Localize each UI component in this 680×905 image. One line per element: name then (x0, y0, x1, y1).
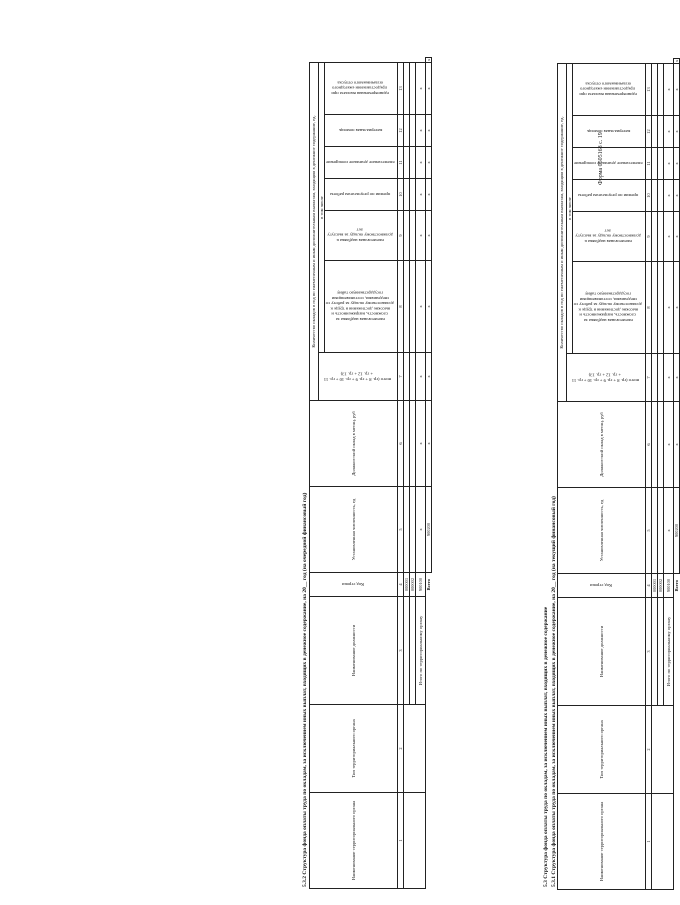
col-header-headcount: Установленная численность, ед (310, 487, 398, 573)
col-header-organ-name: Наименование территориального органа (310, 793, 398, 889)
col-header-salary: Должностной оклад в месяц, руб (558, 402, 646, 488)
cell-x: x (415, 179, 425, 211)
cell-x: x (663, 116, 673, 148)
row-code: 000001 (403, 573, 409, 597)
fot-table-current-year (557, 58, 680, 890)
table-cell (425, 597, 431, 889)
cell-x: x (663, 212, 673, 262)
col-header-including: в том числе (319, 63, 325, 353)
cell-x: x (425, 179, 431, 211)
col-number: 12 (645, 116, 651, 148)
row-code: 900100 (663, 574, 673, 598)
col-number: 7 (397, 353, 403, 401)
col-header-vacation-payment: единовременная выплата при предоставлении ежегодного оплачиваемого отпуска (325, 63, 397, 115)
col-header-seniority-bonus: ежемесячная надбавка к должностному окладу за выслугу лет (325, 211, 397, 261)
col-header-total: всего (гр. 8 + гр. 9 + гр. 10 + гр. 11 + гр. 12 + гр. 13) (319, 353, 398, 401)
row-code: 000002 (409, 573, 415, 597)
col-number: 7 (645, 354, 651, 402)
col-header-seniority-bonus: ежемесячная надбавка к должностному окладу за выслугу лет (573, 212, 645, 262)
cell-x: x (415, 261, 425, 353)
cell-x: x (415, 487, 425, 573)
cell-x: x (415, 115, 425, 147)
table-cell (403, 705, 425, 793)
col-header-performance-premium: премии по результатам работы (573, 180, 645, 212)
cell-x: x (673, 354, 679, 402)
cell-x: x (673, 148, 679, 180)
cell-x: x (415, 353, 425, 401)
col-number: 5 (397, 487, 403, 573)
cell-x: x (415, 211, 425, 261)
cell-x: x (415, 147, 425, 179)
cell-x: x (663, 354, 673, 402)
col-number: 3 (645, 598, 651, 706)
col-number: 6 (397, 401, 403, 487)
col-header-position: Наименование должности (558, 598, 646, 706)
section-heading-5-3-1: 5.3.1 Структура фонда оплаты труда по окладам, за исключением иных выплат, входящих в денежное содержание, на 20__ год (на текущий финансовый год) (551, 496, 557, 887)
col-number: 8 (645, 262, 651, 354)
col-number: 5 (645, 488, 651, 574)
col-number: 10 (645, 180, 651, 212)
cell-x: x (415, 63, 425, 115)
row-code: 900200 (673, 488, 679, 574)
col-header-organ-type: Тип территориального органа (310, 705, 398, 793)
cell-x: x (425, 353, 431, 401)
col-number: 11 (397, 147, 403, 179)
col-header-including: в том числе (567, 64, 573, 354)
cell-x: x (673, 262, 679, 354)
col-number: 4 (397, 573, 403, 597)
cell-x: x (425, 211, 431, 261)
col-header-material-aid: материальная помощь (573, 116, 645, 148)
col-number: 9 (645, 212, 651, 262)
col-header-salary: Должностной оклад в месяц, руб (310, 401, 398, 487)
col-number: 3 (397, 597, 403, 705)
row-code: 900100 (415, 573, 425, 597)
cell-x: x (663, 402, 673, 488)
col-number: 13 (645, 64, 651, 116)
col-number: 9 (397, 211, 403, 261)
col-header-total: всего (гр. 8 + гр. 9 + гр. 10 + гр. 11 + гр. 12 + гр. 13) (567, 354, 646, 402)
col-number: 1 (397, 793, 403, 889)
cell-x: x (425, 147, 431, 179)
col-number: 12 (397, 115, 403, 147)
col-header-monthly-incentive: ежемесячное денежное поощрение (325, 147, 397, 179)
cell-x: x (673, 402, 679, 488)
cell-x: x (425, 63, 431, 115)
section-heading-5-3: 5.3 Структура фонда оплаты труда по окладам, за исключением иных выплат, входящих в денежное содержание (543, 606, 549, 887)
cell-x: x (673, 212, 679, 262)
col-header-organ-name: Наименование территориального органа (558, 794, 646, 890)
cell-x: x (663, 488, 673, 574)
total-label: Всего (674, 580, 679, 592)
cell-x: x (415, 401, 425, 487)
cell-x: x (663, 148, 673, 180)
cell-x: x (663, 180, 673, 212)
section-heading-5-3-2: 5.3.2 Структура фонда оплаты труда по окладам, за исключением иных выплат, входящих в денежное содержание, на 20__ год (на очередной финансовый год) (302, 492, 308, 887)
row-code: 000002 (657, 574, 663, 598)
col-header-group-salaries: Количество окладов в год по ежемесячным и иным дополнительным выплатам, входящим в денежное содержание, ед. (558, 64, 567, 402)
cell-x: x (673, 116, 679, 148)
table-cell (651, 794, 673, 890)
col-header-monthly-incentive: ежемесячное денежное поощрение (573, 148, 645, 180)
subtotal-label: Итого по территориальному органу (663, 598, 673, 706)
fot-table-next-year (309, 57, 432, 889)
cell-x: x (673, 180, 679, 212)
cell-x: x (425, 401, 431, 487)
col-number: 1 (645, 794, 651, 890)
col-header-complexity-bonus: ежемесячная надбавка за сложность, напряженность и высокие достижения в труде к должностному окладу за работу со сведениями, составляющими государственную тайну (325, 261, 397, 353)
col-number: 8 (397, 261, 403, 353)
col-number: 2 (397, 705, 403, 793)
col-number: 4 (645, 574, 651, 598)
cell-x: x (425, 58, 431, 61)
form-number: Форма 0505168 с. 19 (598, 132, 604, 185)
cell-x: x (673, 64, 679, 116)
cell-x: x (663, 262, 673, 354)
col-header-organ-type: Тип территориального органа (558, 706, 646, 794)
row-code: 000001 (651, 574, 657, 598)
subtotal-label: Итого по территориальному органу (415, 597, 425, 705)
col-number: 10 (397, 179, 403, 211)
col-header-vacation-payment: единовременная выплата при предоставлении ежегодного оплачиваемого отпуска (573, 64, 645, 116)
col-header-headcount: Установленная численность, ед (558, 488, 646, 574)
col-header-row-code: Код строки (558, 574, 646, 598)
col-header-performance-premium: премии по результатам работы (325, 179, 397, 211)
row-code: 900200 (425, 487, 431, 573)
col-header-position: Наименование должности (310, 597, 398, 705)
col-header-material-aid: материальная помощь (325, 115, 397, 147)
col-number: 13 (397, 63, 403, 115)
col-header-group-salaries: Количество окладов в год по ежемесячным и иным дополнительным выплатам, входящим в денежное содержание, ед. (310, 63, 319, 401)
cell-x: x (425, 261, 431, 353)
col-header-row-code: Код строки (310, 573, 398, 597)
col-header-complexity-bonus: ежемесячная надбавка за сложность, напряженность и высокие достижения в труде к должностному окладу за работу со сведениями, составляющими государственную тайну (573, 262, 645, 354)
col-number: 2 (645, 706, 651, 794)
col-number: 6 (645, 402, 651, 488)
col-number: 11 (645, 148, 651, 180)
table-cell (673, 598, 679, 890)
cell-x: x (425, 115, 431, 147)
table-cell (403, 793, 425, 889)
cell-x: x (673, 59, 679, 62)
cell-x: x (663, 64, 673, 116)
table-cell (651, 706, 673, 794)
total-label: Всего (426, 579, 431, 591)
